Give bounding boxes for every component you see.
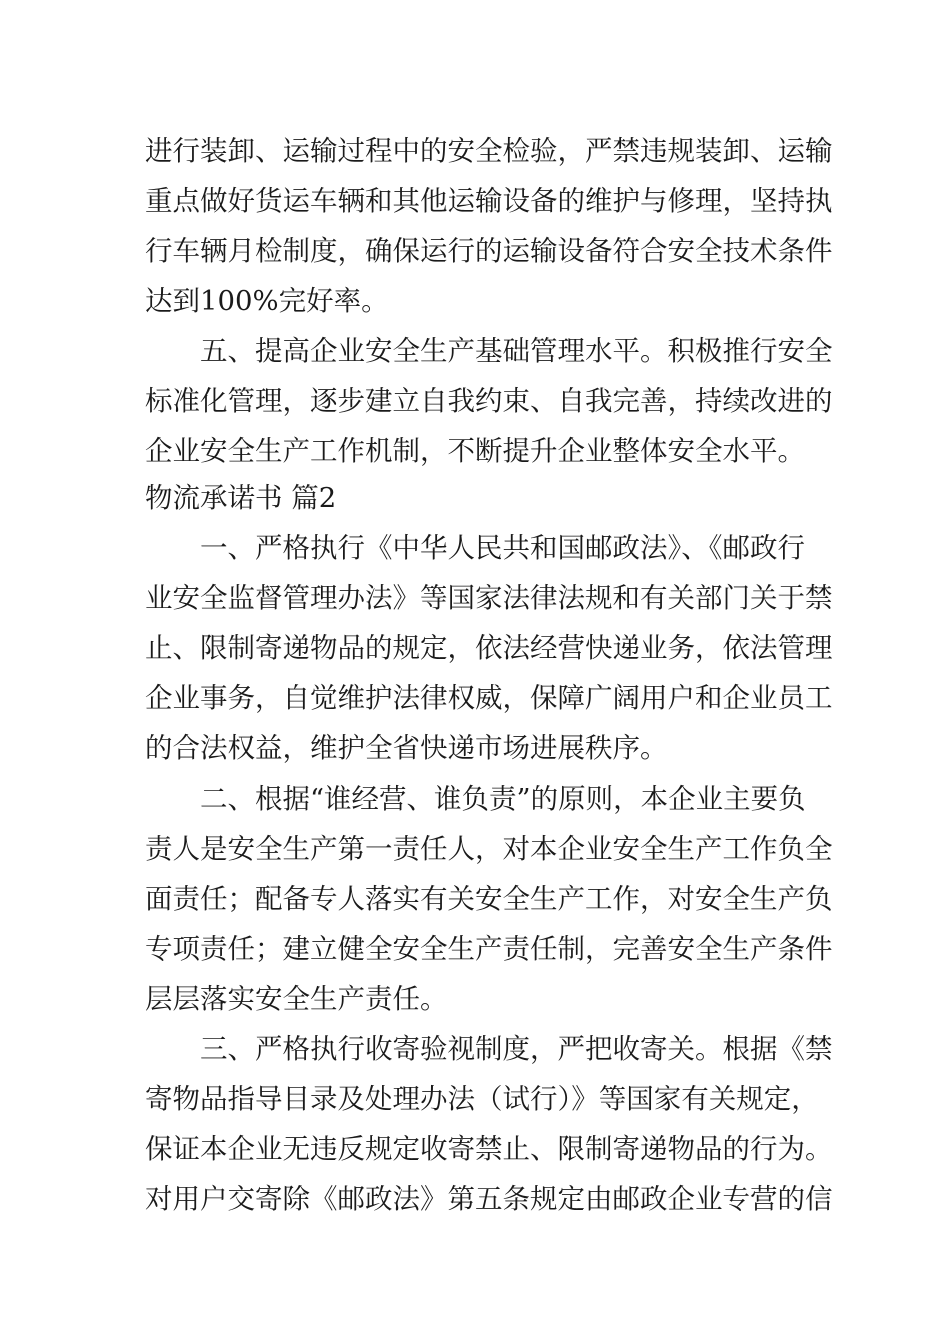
text-line: 达到100%完好率。 [145,285,389,317]
text-line: 标准化管理，逐步建立自我约束、自我完善，持续改进的 [145,385,833,417]
text-line: 面责任；配备专人落实有关安全生产工作，对安全生产负 [145,883,833,915]
section-heading: 物流承诺书 篇2 [145,482,337,514]
text-line: 五、提高企业安全生产基础管理水平。积极推行安全 [200,335,833,367]
text-line: 业安全监督管理办法》等国家法律法规和有关部门关于禁 [145,582,833,614]
text-line: 企业安全生产工作机制，不断提升企业整体安全水平。 [145,435,805,467]
text-line: 二、根据“谁经营、谁负责”的原则，本企业主要负 [200,783,806,815]
text-line: 企业事务，自觉维护法律权威，保障广阔用户和企业员工 [145,682,833,714]
text-line: 进行装卸、运输过程中的安全检验，严禁违规装卸、运输 [145,135,833,167]
text-line: 行车辆月检制度，确保运行的运输设备符合安全技术条件 [145,235,833,267]
text-line: 三、严格执行收寄验视制度，严把收寄关。根据《禁 [200,1033,833,1065]
text-line: 层层落实安全生产责任。 [145,983,448,1015]
text-line: 保证本企业无违反规定收寄禁止、限制寄递物品的行为。 [145,1133,833,1165]
text-line: 对用户交寄除《邮政法》第五条规定由邮政企业专营的信 [145,1183,833,1215]
text-line: 止、限制寄递物品的规定，依法经营快递业务，依法管理 [145,632,833,664]
text-line: 的合法权益，维护全省快递市场进展秩序。 [145,732,668,764]
text-line: 责人是安全生产第一责任人，对本企业安全生产工作负全 [145,833,833,865]
text-line: 一、严格执行《中华人民共和国邮政法》、《邮政行 [200,532,805,564]
text-line: 专项责任；建立健全安全生产责任制，完善安全生产条件 [145,933,833,965]
text-line: 重点做好货运车辆和其他运输设备的维护与修理，坚持执 [145,185,833,217]
text-line: 寄物品指导目录及处理办法（试行）》等国家有关规定， [145,1083,819,1115]
